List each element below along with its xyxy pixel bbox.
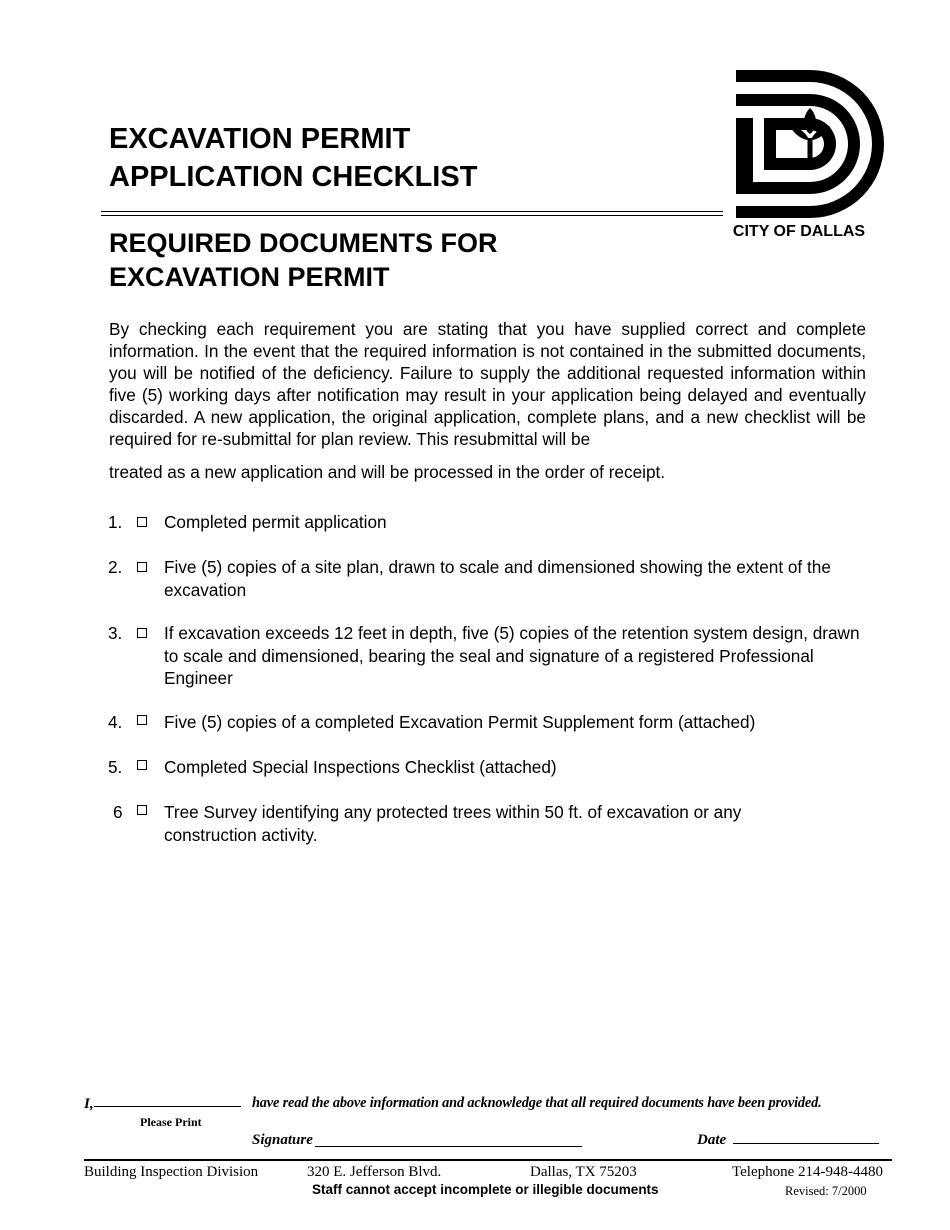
footer-city: Dallas, TX 75203	[530, 1164, 637, 1180]
acknowledgement-statement: have read the above information and acknowledge that all required documents have been provided.	[252, 1095, 822, 1111]
checkbox[interactable]	[137, 562, 147, 572]
checklist-number: 6	[113, 802, 123, 822]
acknowledgement-prefix: I,	[84, 1096, 94, 1112]
date-label: Date	[697, 1132, 727, 1148]
section-heading-line-1: REQUIRED DOCUMENTS FOR	[109, 228, 498, 258]
checklist-number: 4.	[108, 712, 123, 732]
please-print-label: Please Print	[140, 1115, 202, 1129]
city-of-dallas-logo	[736, 70, 886, 218]
checklist-text: If excavation exceeds 12 feet in depth, five (5) copies of the retention system design, drawn to scale and dimensioned, bearing the seal and signature of a registered Professional Engineer	[164, 623, 860, 688]
footer-divider	[84, 1159, 892, 1161]
checkbox[interactable]	[137, 760, 147, 770]
page-title-line-2: APPLICATION CHECKLIST	[109, 161, 478, 193]
checkbox[interactable]	[137, 715, 147, 725]
checkbox[interactable]	[137, 517, 147, 527]
checklist-text: Completed permit application	[164, 512, 387, 532]
footer-telephone: Telephone 214-948-4480	[732, 1164, 883, 1180]
section-heading	[109, 226, 498, 294]
checkbox[interactable]	[137, 628, 147, 638]
name-print-field[interactable]	[94, 1106, 241, 1107]
date-field[interactable]	[733, 1143, 879, 1144]
intro-paragraph: By checking each requirement you are stating that you have supplied correct and complete information. In the event that the required information is not contained in the submitted documents, you will be notified of the deficiency. Failure to supply the additional requested information within five (5) working days after notification may result in your application being delayed and eventually discarded. A new application, the original application, complete plans, and a new checklist will be required for re-submittal for plan review. This resubmittal will be	[109, 319, 866, 449]
page-title-line-1: EXCAVATION PERMIT	[109, 123, 411, 155]
checklist-number: 3.	[108, 623, 123, 643]
checklist-text: Completed Special Inspections Checklist (attached)	[164, 757, 557, 777]
checkbox[interactable]	[137, 805, 147, 815]
signature-field[interactable]	[315, 1146, 582, 1147]
signature-label: Signature	[252, 1132, 313, 1148]
page-title	[109, 120, 477, 196]
checklist-text: Tree Survey identifying any protected trees within 50 ft. of excavation or any construction activity.	[164, 802, 742, 845]
logo-caption: CITY OF DALLAS	[732, 223, 866, 240]
footer-address: 320 E. Jefferson Blvd.	[307, 1164, 442, 1180]
header-divider	[101, 211, 723, 216]
section-heading-line-2: EXCAVATION PERMIT	[109, 262, 390, 292]
checklist-text: Five (5) copies of a site plan, drawn to scale and dimensioned showing the extent of the excavation	[164, 557, 831, 600]
footer-revised: Revised: 7/2000	[785, 1184, 867, 1198]
checklist-number: 1.	[108, 512, 123, 532]
intro-paragraph-last-line: treated as a new application and will be processed in the order of receipt.	[109, 462, 666, 482]
checklist-number: 2.	[108, 557, 123, 577]
footer-note: Staff cannot accept incomplete or illegible documents	[312, 1182, 659, 1197]
checklist-text: Five (5) copies of a completed Excavation Permit Supplement form (attached)	[164, 712, 756, 732]
checklist-number: 5.	[108, 757, 123, 777]
footer-department: Building Inspection Division	[84, 1164, 259, 1180]
